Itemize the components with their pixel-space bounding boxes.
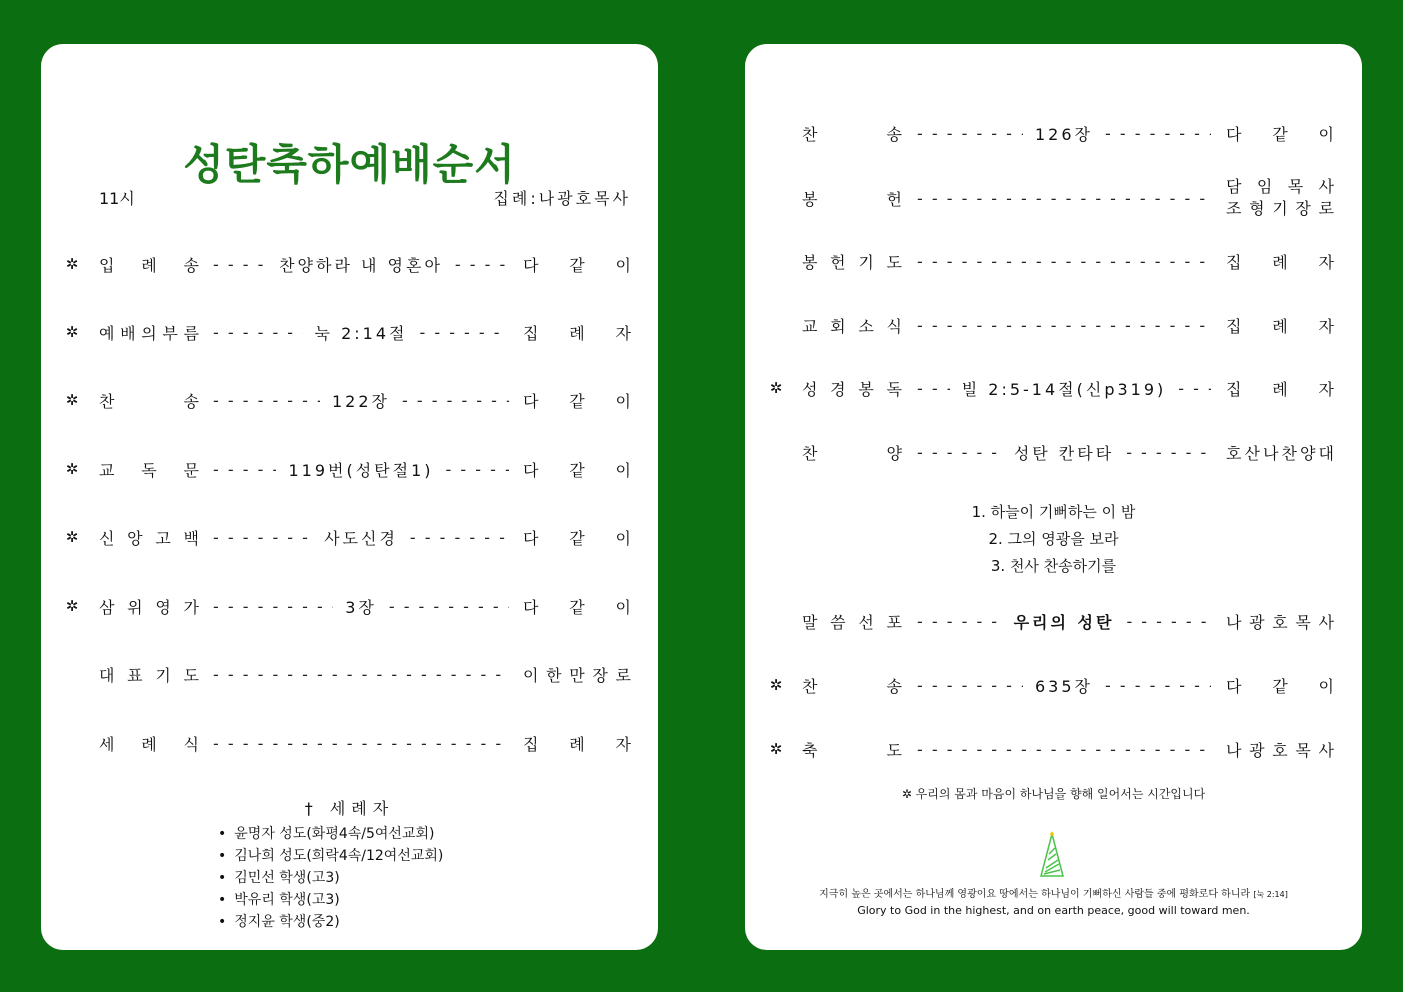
order-item-detail xyxy=(917,610,1211,633)
order-item-name: 말 씀 선 포 xyxy=(802,612,902,632)
order-item-name: 교 회 소 식 xyxy=(802,316,902,336)
order-item-leader: 다 같 이 xyxy=(523,255,631,275)
order-item-text: 우리의 성탄 xyxy=(1013,612,1115,632)
bible-verse xyxy=(745,887,1362,919)
verse-english: Glory to God in the highest, and on earth peace, good will toward men. xyxy=(857,904,1250,917)
order-row xyxy=(745,120,1362,146)
order-row xyxy=(41,730,658,756)
order-item-leader: 다 같 이 xyxy=(1226,676,1334,696)
order-item-name: 찬 송 xyxy=(802,124,902,144)
stand-icon: ✲ xyxy=(769,379,783,397)
order-item-name: 봉 헌 기 도 xyxy=(802,252,902,272)
order-item-leader: 나 광 호 목 사 xyxy=(1226,740,1334,760)
order-row xyxy=(745,312,1362,338)
order-item-detail xyxy=(213,665,509,684)
order-item-leader: 이 한 만 장 로 xyxy=(523,665,631,685)
order-item-detail xyxy=(917,674,1211,697)
order-item-leader: 호 산 나 찬 양 대 xyxy=(1226,443,1334,463)
order-row xyxy=(41,661,658,687)
order-item-leader: 나 광 호 목 사 xyxy=(1226,612,1334,632)
order-item-detail xyxy=(213,321,509,344)
page-title: 성탄축하예배순서 xyxy=(183,140,516,189)
order-item-name: 입 례 송 xyxy=(99,255,199,275)
order-item-text: 찬양하라 내 영혼아 xyxy=(279,255,443,275)
order-item-leader: 집 례 자 xyxy=(1226,379,1334,399)
order-item-name: 세 례 식 xyxy=(99,734,199,754)
order-item-leader: 다 같 이 xyxy=(523,597,631,617)
order-item-name: 삼 위 영 가 xyxy=(99,597,199,617)
order-item-detail xyxy=(917,252,1211,271)
standing-note: ✲ 우리의 몸과 마음이 하나님을 향해 일어서는 시간입니다 xyxy=(901,787,1206,801)
order-row xyxy=(41,524,658,550)
stand-icon: ✲ xyxy=(65,460,79,478)
service-time: 11시 xyxy=(99,189,135,208)
cantata-songs xyxy=(745,499,1362,580)
left-page xyxy=(41,44,658,950)
order-item-text: 눅 2:14절 xyxy=(314,323,408,343)
order-item-name: 성 경 봉 독 xyxy=(802,379,902,399)
order-item-text: 사도신경 xyxy=(324,528,398,548)
order-item-text: 119번(성탄절1) xyxy=(288,460,434,480)
order-item-detail xyxy=(917,377,1211,400)
christmas-tree-icon xyxy=(1039,830,1065,880)
order-row xyxy=(745,177,1362,218)
order-item-text: 빌 2:5-14절(신p319) xyxy=(961,379,1167,399)
baptism-person: • 김민선 학생(고3) xyxy=(218,867,658,889)
order-item-name: 봉 헌 xyxy=(802,189,902,209)
verse-korean: 지극히 높은 곳에서는 하나님께 영광이요 땅에서는 하나님이 기뻐하신 사람들 중에 평화로다 하니라 xyxy=(819,889,1251,900)
baptism-heading: † 세례자 xyxy=(304,799,395,818)
order-item-leader: 다 같 이 xyxy=(523,528,631,548)
order-item-leader: 다 같 이 xyxy=(523,391,631,411)
order-item-detail xyxy=(213,734,509,753)
baptism-person: • 정지윤 학생(중2) xyxy=(218,911,658,933)
right-page xyxy=(745,44,1362,950)
order-item-name: 대 표 기 도 xyxy=(99,665,199,685)
baptism-person: • 박유리 학생(고3) xyxy=(218,889,658,911)
stand-icon: ✲ xyxy=(65,323,79,341)
order-item-detail xyxy=(213,595,509,618)
stand-icon: ✲ xyxy=(65,255,79,273)
baptism-person: • 김나희 성도(희락4속/12여선교회) xyxy=(218,845,658,867)
order-item-text: 성탄 칸타타 xyxy=(1013,443,1115,463)
stand-icon: ✲ xyxy=(65,391,79,409)
baptism-list xyxy=(218,823,658,933)
song-item: 1. 하늘이 기뻐하는 이 밤 xyxy=(971,503,1136,521)
order-row xyxy=(745,248,1362,274)
order-item-name: 신 앙 고 백 xyxy=(99,528,199,548)
order-item-name: 축 도 xyxy=(802,740,902,760)
baptism-section xyxy=(41,796,658,933)
order-row xyxy=(745,608,1362,634)
order-row xyxy=(745,439,1362,465)
order-item-detail xyxy=(213,253,509,276)
stand-icon: ✲ xyxy=(65,528,79,546)
order-row xyxy=(745,736,1362,762)
order-item-detail xyxy=(213,458,509,481)
order-item-text: 126장 xyxy=(1035,124,1093,144)
order-item-detail xyxy=(213,389,509,412)
order-item-name: 예 배 의 부 름 xyxy=(99,323,199,343)
baptism-person: • 윤명자 성도(화평4속/5여선교회) xyxy=(218,823,658,845)
order-row xyxy=(41,251,658,277)
stand-icon: ✲ xyxy=(65,597,79,615)
order-row xyxy=(745,375,1362,401)
order-item-detail xyxy=(917,441,1211,464)
order-row xyxy=(745,672,1362,698)
order-item-detail xyxy=(917,740,1211,759)
order-item-detail xyxy=(917,122,1211,145)
order-row xyxy=(41,387,658,413)
order-item-leader: 집 례 자 xyxy=(523,323,631,343)
order-item-name: 찬 송 xyxy=(802,676,902,696)
order-item-detail xyxy=(213,526,509,549)
order-item-leader: 집 례 자 xyxy=(1226,252,1334,272)
order-item-name: 찬 양 xyxy=(802,443,902,463)
order-item-leader: 집 례 자 xyxy=(1226,316,1334,336)
order-item-name: 찬 송 xyxy=(99,391,199,411)
order-item-leader: 집 례 자 xyxy=(523,734,631,754)
order-item-name: 교 독 문 xyxy=(99,460,199,480)
order-item-leader: 다 같 이 xyxy=(1226,124,1334,144)
verse-reference: [눅 2:14] xyxy=(1253,890,1288,899)
stand-icon: ✲ xyxy=(769,676,783,694)
order-item-detail xyxy=(917,189,1211,208)
order-row xyxy=(41,593,658,619)
stand-icon: ✲ xyxy=(769,740,783,758)
order-item-leader: 담 임 목 사 조 형 기 장 로 xyxy=(1226,177,1334,218)
order-item-text: 122장 xyxy=(332,391,390,411)
order-row xyxy=(41,456,658,482)
order-row xyxy=(41,319,658,345)
song-item: 3. 천사 찬송하기를 xyxy=(990,557,1117,575)
order-item-text: 3장 xyxy=(345,597,377,617)
song-item: 2. 그의 영광을 보라 xyxy=(988,530,1119,548)
order-item-text: 635장 xyxy=(1035,676,1093,696)
order-item-detail xyxy=(917,316,1211,335)
order-item-leader: 다 같 이 xyxy=(523,460,631,480)
presider: 집례:나광호목사 xyxy=(493,189,631,208)
